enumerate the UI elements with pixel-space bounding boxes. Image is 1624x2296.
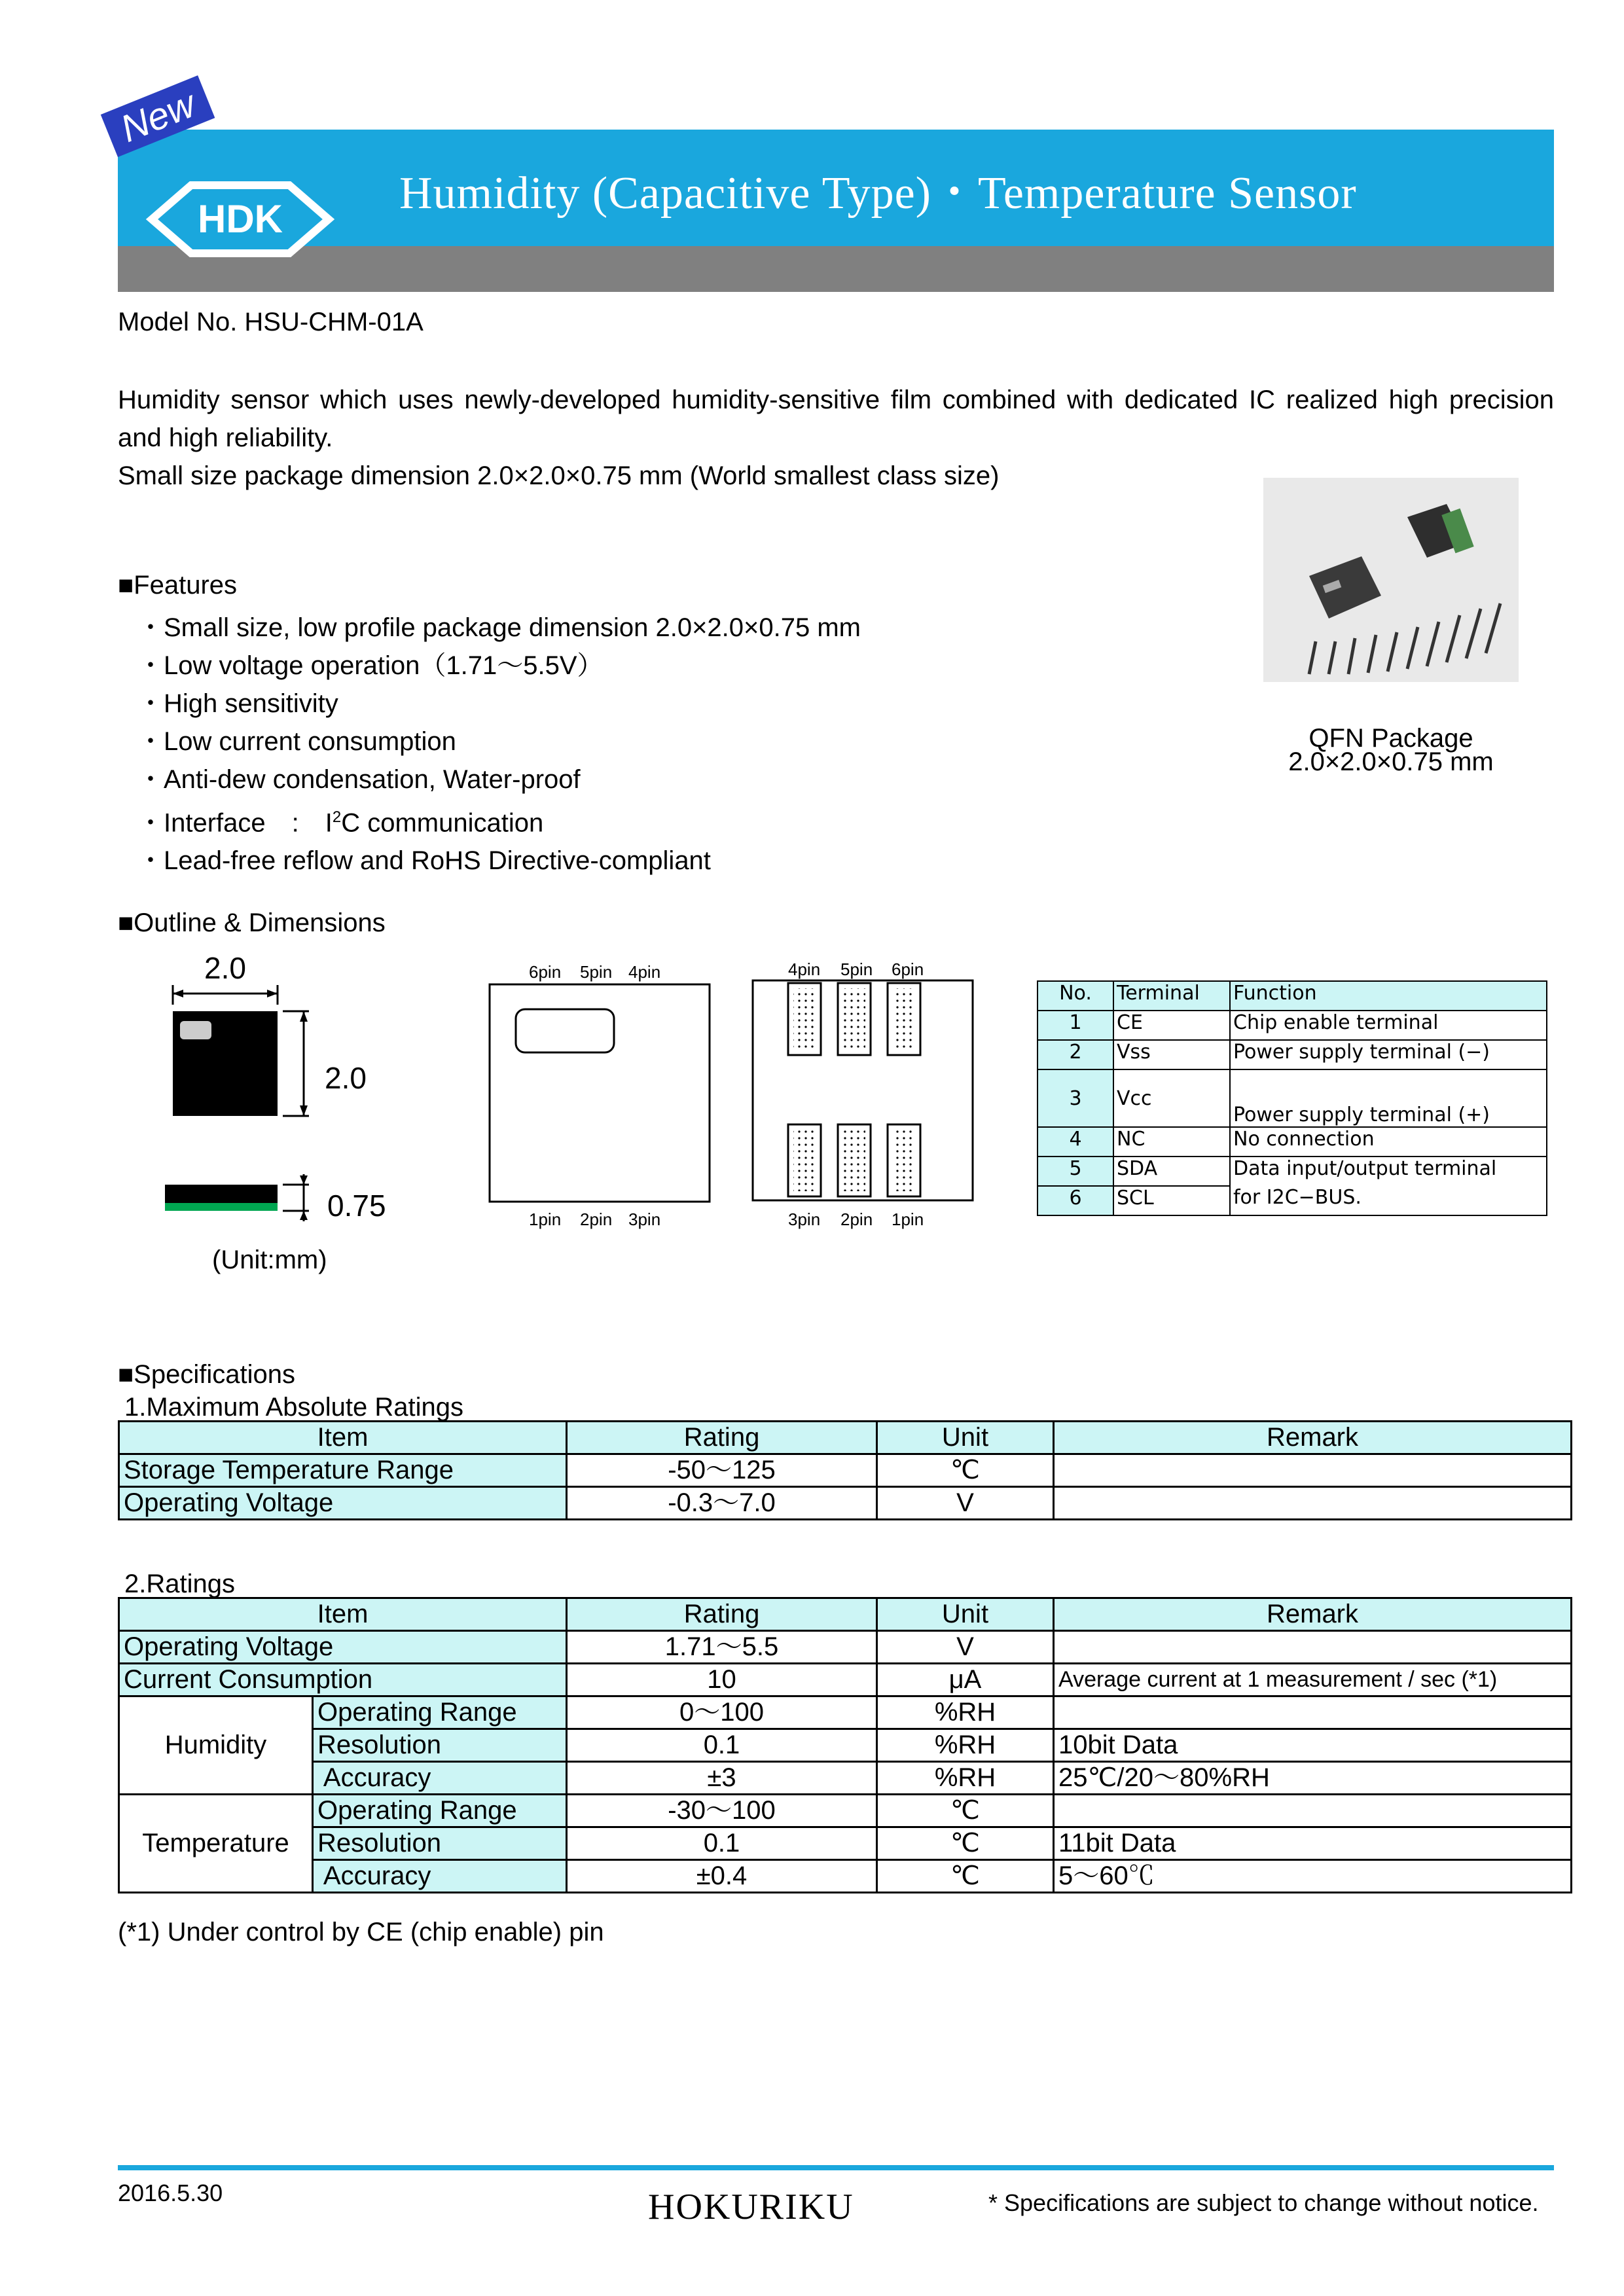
pin-label: 3pin bbox=[788, 1210, 821, 1229]
list-item: ・High sensitivity bbox=[137, 689, 338, 718]
table-row: Resolution 0.1 %RH 10bit Data bbox=[119, 1729, 1572, 1762]
table-row: Operating Voltage 1.71～5.5 V bbox=[119, 1631, 1572, 1664]
footer-notice: * Specifications are subject to change without notice. bbox=[988, 2189, 1539, 2216]
outline-heading: ■Outline & Dimensions bbox=[118, 908, 386, 937]
table-row: 2 Vss Power supply terminal (−) bbox=[1038, 1040, 1547, 1069]
pin-label: 5pin bbox=[840, 960, 873, 979]
table-header-row: Item Rating Unit Remark bbox=[119, 1598, 1572, 1631]
table-row: 3 Vcc Power supply terminal (+) bbox=[1038, 1069, 1547, 1127]
footer-brand: HOKURIKU bbox=[648, 2187, 854, 2227]
pin-label: 1pin bbox=[529, 1210, 562, 1229]
list-item: ・Anti-dew condensation, Water-proof bbox=[137, 765, 581, 794]
product-photo bbox=[1263, 478, 1519, 682]
footnote: (*1) Under control by CE (chip enable) pin bbox=[118, 1918, 604, 1946]
terminal-table bbox=[1037, 980, 1547, 1216]
list-item: ・Small size, low profile package dimension 2.0×2.0×0.75 mm bbox=[137, 613, 861, 642]
list-item: ・Low current consumption bbox=[137, 727, 456, 756]
pin-label: 5pin bbox=[580, 962, 613, 982]
list-item-interface: ・Interface : $I^2C$ communication bbox=[137, 808, 544, 838]
ratings-table bbox=[118, 1597, 1572, 1893]
table-header-row: Item Rating Unit Remark bbox=[119, 1422, 1572, 1454]
model-number: Model No. HSU-CHM-01A bbox=[118, 308, 424, 336]
humidity-group-label: Humidity bbox=[119, 1696, 313, 1795]
pin-label: 2pin bbox=[580, 1210, 613, 1229]
photo-caption: QFN Package 2.0×2.0×0.75 mm bbox=[1288, 724, 1494, 776]
dimension-thickness: 0.75 bbox=[327, 1189, 386, 1223]
outline-drawing bbox=[157, 975, 327, 1224]
ratings-heading: 2.Ratings bbox=[124, 1570, 235, 1598]
pin-label: 4pin bbox=[628, 962, 661, 982]
table-row: 4 NC No connection bbox=[1038, 1127, 1547, 1157]
list-item: ・Lead-free reflow and RoHS Directive-compliant bbox=[137, 846, 711, 876]
features-list bbox=[137, 609, 861, 880]
logo-text: HDK bbox=[198, 197, 283, 241]
table-row: Accuracy ±3 %RH 25℃/20～80%RH bbox=[119, 1762, 1572, 1795]
pin-label: 3pin bbox=[628, 1210, 661, 1229]
unit-label: (Unit:mm) bbox=[212, 1246, 327, 1274]
pin-label: 2pin bbox=[840, 1210, 873, 1229]
intro-line-2: Small size package dimension 2.0×2.0×0.75 mm (World smallest class size) bbox=[118, 461, 1000, 490]
table-row: Storage Temperature Range -50～125 ℃ bbox=[119, 1454, 1572, 1487]
table-row: 6 SCL for I2C−BUS. bbox=[1038, 1186, 1547, 1215]
list-item: ・Low voltage operation（1.71～5.5V） bbox=[137, 651, 604, 680]
table-row: 1 CE Chip enable terminal bbox=[1038, 1011, 1547, 1040]
intro-line-1: Humidity sensor which uses newly-developed humidity-sensitive film combined with dedicated IC realized high precision and high reliability. bbox=[118, 386, 1554, 452]
new-badge: New bbox=[101, 75, 215, 157]
pin-label: 1pin bbox=[892, 1210, 924, 1229]
pin-label: 6pin bbox=[892, 960, 924, 979]
specifications-heading: ■Specifications bbox=[118, 1360, 295, 1389]
temperature-group-label: Temperature bbox=[119, 1795, 313, 1893]
page-title: Humidity (Capacitive Type)・Temperature Sensor bbox=[399, 168, 1357, 219]
pin-label: 6pin bbox=[529, 962, 562, 982]
table-header-row: No. Terminal Function bbox=[1038, 981, 1547, 1011]
absolute-ratings-table bbox=[118, 1420, 1572, 1520]
dimension-height: 2.0 bbox=[325, 1061, 367, 1095]
footer-rule bbox=[118, 2165, 1554, 2170]
pin-label: 4pin bbox=[788, 960, 821, 979]
hdk-logo bbox=[145, 180, 335, 259]
table-row: Humidity Operating Range 0～100 %RH bbox=[119, 1696, 1572, 1729]
table-row: Resolution 0.1 ℃ 11bit Data bbox=[119, 1827, 1572, 1860]
table-row: 5 SDA Data input/output terminal bbox=[1038, 1157, 1547, 1186]
table-row: Operating Voltage -0.3～7.0 V bbox=[119, 1487, 1572, 1520]
bottom-view-drawing bbox=[751, 979, 974, 1202]
absolute-ratings-heading: 1.Maximum Absolute Ratings bbox=[124, 1393, 464, 1422]
table-row: Current Consumption 10 μA Average current at 1 measurement / sec (*1) bbox=[119, 1664, 1572, 1696]
table-row: Temperature Operating Range -30～100 ℃ bbox=[119, 1795, 1572, 1827]
dimension-width: 2.0 bbox=[204, 951, 246, 985]
top-view-drawing bbox=[488, 983, 711, 1203]
footer-date: 2016.5.30 bbox=[118, 2179, 223, 2206]
table-row: Accuracy ±0.4 ℃ 5～60℃ bbox=[119, 1860, 1572, 1893]
features-heading: ■Features bbox=[118, 571, 238, 600]
